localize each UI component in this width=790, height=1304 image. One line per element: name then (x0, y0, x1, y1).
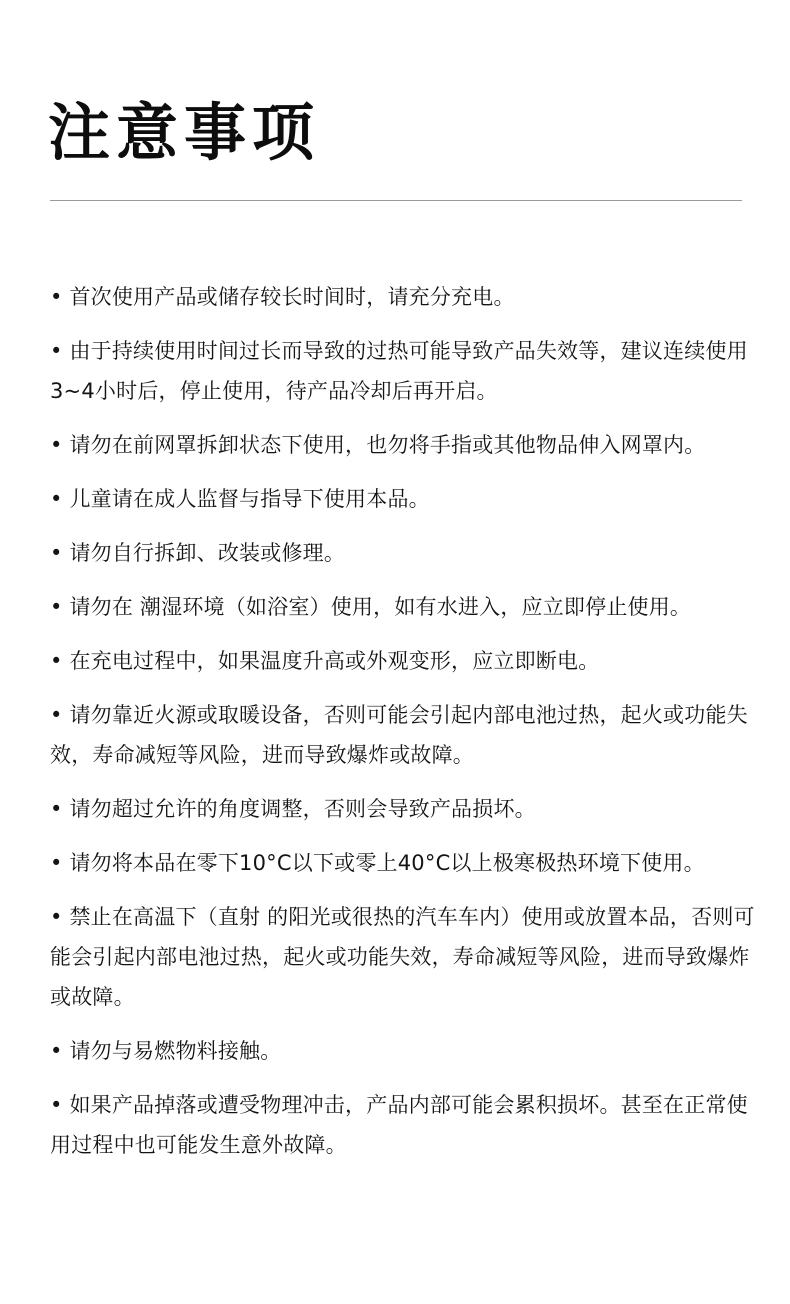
title-divider (50, 200, 742, 201)
note-item: • 请勿自行拆卸、改装或修理。 (50, 541, 346, 565)
note-item: • 由于持续使用时间过长而导致的过热可能导致产品失效等，建议连续使用3~4小时后，停止使用，待产品冷却后再开启。 (50, 339, 748, 403)
note-item: • 首次使用产品或储存较长时间时，请充分充电。 (50, 285, 515, 309)
note-item: • 如果产品掉落或遭受物理冲击，产品内部可能会累积损坏。甚至在正常使用过程中也可能发生意外故障。 (50, 1093, 748, 1157)
note-item: • 请勿超过允许的角度调整，否则会导致产品损坏。 (50, 797, 536, 821)
note-item: • 禁止在高温下（直射 的阳光或很热的汽车车内）使用或放置本品，否则可能会引起内部电池过热，起火或功能失效，寿命减短等风险，进而导致爆炸或故障。 (50, 905, 755, 1009)
note-item: • 儿童请在成人监督与指导下使用本品。 (50, 487, 430, 511)
page-title: 注意事项 (48, 96, 321, 169)
note-item: • 请勿将本品在零下10°C以下或零上40°C以上极寒极热环境下使用。 (50, 851, 705, 875)
note-item: • 请勿在 潮湿环境（如浴室）使用，如有水进入，应立即停止使用。 (50, 595, 692, 619)
note-item: • 在充电过程中，如果温度升高或外观变形，应立即断电。 (50, 649, 600, 673)
notes-list (50, 277, 755, 1179)
note-item: • 请勿靠近火源或取暖设备，否则可能会引起内部电池过热，起火或功能失效，寿命减短等风险，进而导致爆炸或故障。 (50, 703, 748, 767)
note-item: • 请勿在前网罩拆卸状态下使用，也勿将手指或其他物品伸入网罩内。 (50, 433, 706, 457)
note-item: • 请勿与易燃物料接触。 (50, 1039, 282, 1063)
